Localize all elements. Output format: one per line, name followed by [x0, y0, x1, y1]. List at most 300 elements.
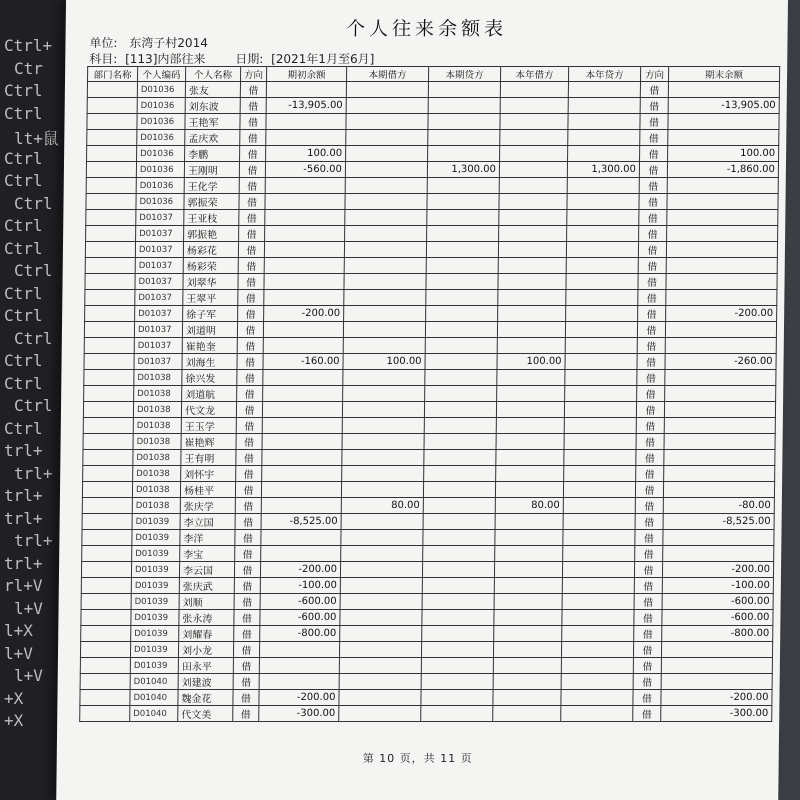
code-cell: D01038 — [132, 498, 180, 514]
closing-balance-cell — [667, 178, 778, 194]
background-code-line: Ctrl — [4, 81, 43, 100]
code-cell: D01036 — [137, 114, 185, 130]
year-debit-cell — [499, 162, 567, 178]
name-cell: 王化学 — [184, 178, 239, 194]
name-cell: 崔艳奎 — [182, 338, 237, 354]
name-cell: 李立国 — [180, 514, 235, 530]
year-debit-cell — [494, 610, 562, 626]
table-row — [80, 706, 772, 722]
opening-balance-cell — [265, 210, 345, 226]
opening-balance-cell — [261, 498, 341, 514]
year-credit-cell — [566, 274, 638, 290]
code-cell: D01036 — [137, 98, 185, 114]
closing-direction-cell: 借 — [633, 658, 661, 674]
table-row — [87, 146, 779, 162]
closing-balance-cell: -600.00 — [662, 594, 773, 610]
closing-direction-cell: 借 — [635, 498, 663, 514]
year-credit-cell — [561, 642, 633, 658]
table-row — [83, 434, 775, 450]
background-code-line: Ctrl — [4, 306, 43, 325]
direction-cell: 借 — [238, 290, 264, 306]
period-credit-cell — [424, 434, 496, 450]
dept-cell — [87, 146, 137, 162]
year-debit-cell — [500, 146, 568, 162]
direction-cell: 借 — [234, 626, 260, 642]
date-label: 日期: — [235, 52, 264, 66]
code-cell: D01039 — [132, 546, 180, 562]
year-debit-cell — [498, 242, 566, 258]
closing-direction-cell: 借 — [639, 194, 667, 210]
dept-cell — [82, 514, 132, 530]
period-credit-cell — [425, 354, 497, 370]
direction-cell: 借 — [239, 210, 265, 226]
period-debit-cell — [340, 594, 422, 610]
background-code-line: Ctrl — [4, 216, 43, 235]
name-cell: 徐子军 — [183, 306, 238, 322]
period-credit-cell — [426, 306, 498, 322]
period-credit-cell — [425, 386, 497, 402]
code-cell: D01037 — [135, 290, 183, 306]
period-debit-cell — [342, 466, 424, 482]
direction-cell: 借 — [235, 482, 261, 498]
period-debit-cell — [342, 418, 424, 434]
opening-balance-cell: -200.00 — [259, 690, 339, 706]
table-header-row — [88, 67, 780, 82]
direction-cell: 借 — [233, 674, 259, 690]
table-row — [82, 546, 774, 562]
closing-balance-cell: -200.00 — [661, 690, 772, 706]
closing-balance-cell — [663, 530, 774, 546]
background-code-line: Ctrl — [4, 351, 43, 370]
period-credit-cell — [425, 338, 497, 354]
direction-cell: 借 — [236, 418, 262, 434]
year-debit-cell — [494, 562, 562, 578]
closing-balance-cell — [664, 418, 775, 434]
name-cell: 田永平 — [178, 658, 233, 674]
period-credit-cell — [424, 402, 496, 418]
name-cell: 郭振荣 — [184, 194, 239, 210]
col-header: 个人编码 — [138, 67, 186, 82]
year-credit-cell — [567, 178, 639, 194]
direction-cell: 借 — [235, 530, 261, 546]
col-header: 本期借方 — [347, 67, 429, 82]
background-code-line: Ctrl — [4, 171, 43, 190]
opening-balance-cell — [262, 402, 342, 418]
name-cell: 刘顺 — [179, 594, 234, 610]
background-code-line: trl+ — [4, 441, 43, 460]
closing-direction-cell: 借 — [637, 338, 665, 354]
period-debit-cell — [344, 258, 426, 274]
background-code-line: Ctrl — [4, 283, 43, 303]
code-cell: D01038 — [134, 370, 182, 386]
dept-cell — [83, 402, 133, 418]
closing-direction-cell: 借 — [636, 450, 664, 466]
year-credit-cell — [566, 258, 638, 274]
name-cell: 张庆学 — [180, 498, 235, 514]
closing-direction-cell: 借 — [636, 402, 664, 418]
year-credit-cell — [567, 226, 639, 242]
name-cell: 代文龙 — [181, 402, 236, 418]
dept-cell — [84, 354, 134, 370]
opening-balance-cell — [265, 178, 345, 194]
closing-balance-cell: -13,905.00 — [668, 98, 779, 114]
direction-cell: 借 — [237, 354, 263, 370]
col-header: 本年借方 — [501, 67, 569, 82]
year-credit-cell — [568, 98, 640, 114]
year-credit-cell — [566, 306, 638, 322]
date-value: [2021年1月至6月] — [271, 52, 375, 66]
closing-direction-cell: 借 — [638, 242, 666, 258]
closing-direction-cell: 借 — [636, 418, 664, 434]
background-code-line: trl+ — [14, 531, 53, 550]
year-debit-cell — [494, 578, 562, 594]
opening-balance-cell — [259, 674, 339, 690]
closing-direction-cell: 借 — [635, 546, 663, 562]
code-cell: D01038 — [133, 418, 181, 434]
closing-balance-cell — [668, 82, 779, 98]
code-cell: D01039 — [131, 626, 179, 642]
period-credit-cell — [428, 130, 500, 146]
period-debit-cell — [344, 306, 426, 322]
opening-balance-cell: -100.00 — [260, 578, 340, 594]
dept-cell — [80, 706, 130, 722]
period-debit-cell — [345, 226, 427, 242]
opening-balance-cell: -160.00 — [263, 354, 343, 370]
period-credit-cell — [423, 530, 495, 546]
dept-cell — [82, 498, 132, 514]
name-cell: 刘翠华 — [183, 274, 238, 290]
period-debit-cell — [345, 210, 427, 226]
code-cell: D01039 — [130, 642, 178, 658]
closing-direction-cell: 借 — [640, 130, 668, 146]
dept-cell — [81, 594, 131, 610]
paper-sheet — [56, 0, 788, 800]
year-debit-cell — [494, 626, 562, 642]
code-cell: D01038 — [132, 482, 180, 498]
direction-cell: 借 — [234, 610, 260, 626]
closing-direction-cell: 借 — [637, 386, 665, 402]
opening-balance-cell: -8,525.00 — [261, 514, 341, 530]
year-debit-cell — [495, 546, 563, 562]
closing-direction-cell: 借 — [633, 642, 661, 658]
period-credit-cell — [428, 82, 500, 98]
year-credit-cell — [563, 530, 635, 546]
opening-balance-cell — [262, 418, 342, 434]
code-cell: D01036 — [136, 194, 184, 210]
direction-cell: 借 — [235, 498, 261, 514]
closing-direction-cell: 借 — [635, 482, 663, 498]
year-debit-cell — [500, 82, 568, 98]
code-cell: D01037 — [135, 242, 183, 258]
year-debit-cell — [500, 98, 568, 114]
year-credit-cell — [562, 562, 634, 578]
background-code-line: Ctrl — [14, 328, 53, 348]
name-cell: 张友 — [185, 82, 240, 98]
col-header: 本期贷方 — [429, 67, 501, 82]
dept-cell — [83, 466, 133, 482]
background-code-line: trl+ — [14, 463, 53, 483]
period-credit-cell — [425, 322, 497, 338]
period-credit-cell — [424, 418, 496, 434]
opening-balance-cell — [266, 114, 346, 130]
year-credit-cell — [564, 434, 636, 450]
closing-direction-cell: 借 — [640, 98, 668, 114]
opening-balance-cell: -13,905.00 — [266, 98, 346, 114]
table-row — [83, 450, 775, 466]
direction-cell: 借 — [236, 434, 262, 450]
year-credit-cell — [562, 578, 634, 594]
name-cell: 刘怀宇 — [181, 466, 236, 482]
year-credit-cell — [565, 338, 637, 354]
closing-direction-cell: 借 — [635, 530, 663, 546]
closing-direction-cell: 借 — [636, 434, 664, 450]
direction-cell: 借 — [240, 98, 266, 114]
table-row — [80, 642, 772, 658]
dept-cell — [84, 386, 134, 402]
period-debit-cell: 80.00 — [341, 498, 423, 514]
year-credit-cell — [565, 370, 637, 386]
dept-cell — [87, 82, 137, 98]
opening-balance-cell — [261, 482, 341, 498]
table-row — [86, 178, 778, 194]
period-debit-cell — [343, 386, 425, 402]
table-row — [81, 626, 773, 642]
name-cell: 王玉学 — [181, 418, 236, 434]
year-debit-cell — [495, 514, 563, 530]
year-credit-cell — [567, 210, 639, 226]
dept-cell — [82, 482, 132, 498]
direction-cell: 借 — [237, 386, 263, 402]
subject-value: [113]内部往来 — [125, 52, 206, 66]
closing-balance-cell — [661, 642, 772, 658]
table-row — [83, 402, 775, 418]
period-debit-cell: 100.00 — [343, 354, 425, 370]
closing-balance-cell — [664, 434, 775, 450]
period-credit-cell — [421, 658, 493, 674]
year-debit-cell — [496, 418, 564, 434]
background-code-line: Ctrl — [4, 148, 43, 168]
dept-cell — [85, 258, 135, 274]
opening-balance-cell — [263, 322, 343, 338]
table-row — [83, 418, 775, 434]
opening-balance-cell — [264, 258, 344, 274]
period-credit-cell — [424, 450, 496, 466]
year-credit-cell — [567, 194, 639, 210]
code-cell: D01036 — [137, 82, 185, 98]
period-debit-cell — [341, 530, 423, 546]
col-header: 期末余额 — [669, 67, 780, 82]
opening-balance-cell — [264, 274, 344, 290]
dept-cell — [86, 162, 136, 178]
background-code-line: Ctrl — [14, 193, 53, 213]
period-debit-cell — [341, 514, 423, 530]
dept-cell — [87, 130, 137, 146]
period-credit-cell — [428, 98, 500, 114]
dept-cell — [80, 642, 130, 658]
opening-balance-cell: -600.00 — [260, 610, 340, 626]
period-debit-cell — [343, 322, 425, 338]
code-cell: D01038 — [133, 466, 181, 482]
dept-cell — [80, 674, 130, 690]
dept-cell — [82, 530, 132, 546]
year-credit-cell — [564, 450, 636, 466]
closing-balance-cell — [668, 114, 779, 130]
dept-cell — [81, 626, 131, 642]
table-row — [82, 482, 774, 498]
code-cell: D01037 — [135, 258, 183, 274]
direction-cell: 借 — [236, 466, 262, 482]
direction-cell: 借 — [238, 242, 264, 258]
closing-balance-cell: -800.00 — [662, 626, 773, 642]
closing-direction-cell: 借 — [635, 514, 663, 530]
year-credit-cell — [563, 482, 635, 498]
period-debit-cell — [339, 658, 421, 674]
name-cell: 杨彩花 — [183, 242, 238, 258]
period-debit-cell — [345, 162, 427, 178]
direction-cell: 借 — [234, 594, 260, 610]
background-code-line: trl+ — [4, 486, 43, 505]
dept-cell — [86, 226, 136, 242]
background-code-line: +X — [4, 688, 24, 708]
closing-balance-cell: -1,860.00 — [667, 162, 778, 178]
opening-balance-cell — [265, 226, 345, 242]
opening-balance-cell — [262, 434, 342, 450]
opening-balance-cell: -300.00 — [259, 706, 339, 722]
closing-balance-cell — [664, 402, 775, 418]
dept-cell — [82, 546, 132, 562]
closing-direction-cell: 借 — [633, 706, 661, 722]
table-row — [81, 594, 773, 610]
direction-cell: 借 — [236, 450, 262, 466]
table-row — [87, 82, 779, 98]
opening-balance-cell — [265, 194, 345, 210]
name-cell: 刘海生 — [182, 354, 237, 370]
period-credit-cell — [422, 626, 494, 642]
period-credit-cell — [423, 498, 495, 514]
opening-balance-cell — [262, 450, 342, 466]
opening-balance-cell: -560.00 — [265, 162, 345, 178]
table-body — [80, 82, 780, 722]
year-credit-cell — [568, 114, 640, 130]
period-debit-cell — [339, 642, 421, 658]
table-row — [82, 530, 774, 546]
code-cell: D01036 — [136, 178, 184, 194]
closing-direction-cell: 借 — [640, 82, 668, 98]
dept-cell — [81, 562, 131, 578]
table-row — [85, 290, 777, 306]
closing-balance-cell: -300.00 — [661, 706, 772, 722]
code-cell: D01040 — [130, 690, 178, 706]
period-credit-cell — [428, 146, 500, 162]
dept-cell — [85, 306, 135, 322]
period-debit-cell — [344, 274, 426, 290]
period-credit-cell — [427, 210, 499, 226]
background-code-line: l+X — [4, 621, 33, 640]
background-code-line: Ctrl — [4, 238, 43, 258]
table-row — [81, 578, 773, 594]
background-code-line: Ctr — [14, 58, 43, 78]
dept-cell — [84, 322, 134, 338]
code-cell: D01039 — [132, 514, 180, 530]
year-debit-cell — [497, 386, 565, 402]
period-debit-cell — [341, 482, 423, 498]
year-credit-cell — [564, 418, 636, 434]
period-debit-cell — [346, 98, 428, 114]
name-cell: 王翠平 — [183, 290, 238, 306]
year-credit-cell — [563, 498, 635, 514]
opening-balance-cell — [264, 242, 344, 258]
year-credit-cell — [565, 322, 637, 338]
balance-table — [79, 66, 780, 722]
period-debit-cell — [340, 626, 422, 642]
name-cell: 王艳军 — [185, 114, 240, 130]
col-header: 个人名称 — [186, 67, 241, 82]
closing-direction-cell: 借 — [638, 306, 666, 322]
year-debit-cell — [496, 434, 564, 450]
period-credit-cell — [421, 690, 493, 706]
unit-value: 东湾子村2014 — [129, 36, 208, 50]
dept-cell — [87, 114, 137, 130]
closing-direction-cell: 借 — [639, 162, 667, 178]
year-debit-cell — [499, 194, 567, 210]
direction-cell: 借 — [235, 514, 261, 530]
opening-balance-cell — [259, 642, 339, 658]
period-debit-cell — [346, 146, 428, 162]
dept-cell — [83, 434, 133, 450]
code-cell: D01039 — [131, 578, 179, 594]
name-cell: 孟庆欢 — [185, 130, 240, 146]
closing-balance-cell — [667, 194, 778, 210]
direction-cell: 借 — [239, 194, 265, 210]
year-debit-cell — [496, 466, 564, 482]
opening-balance-cell: -600.00 — [260, 594, 340, 610]
closing-balance-cell — [667, 210, 778, 226]
closing-balance-cell — [661, 674, 772, 690]
code-cell: D01037 — [136, 210, 184, 226]
code-cell: D01036 — [136, 162, 184, 178]
period-credit-cell — [427, 178, 499, 194]
opening-balance-cell — [259, 658, 339, 674]
closing-direction-cell: 借 — [634, 578, 662, 594]
year-credit-cell — [563, 514, 635, 530]
year-credit-cell — [562, 610, 634, 626]
period-credit-cell — [423, 482, 495, 498]
year-debit-cell — [499, 210, 567, 226]
year-debit-cell — [493, 674, 561, 690]
period-debit-cell — [342, 402, 424, 418]
code-cell: D01037 — [136, 226, 184, 242]
name-cell: 刘道航 — [182, 386, 237, 402]
period-debit-cell — [345, 178, 427, 194]
period-debit-cell — [340, 610, 422, 626]
dept-cell — [86, 194, 136, 210]
direction-cell: 借 — [237, 338, 263, 354]
year-debit-cell — [498, 258, 566, 274]
direction-cell: 借 — [237, 370, 263, 386]
name-cell: 徐兴发 — [182, 370, 237, 386]
period-credit-cell — [426, 290, 498, 306]
closing-balance-cell — [663, 482, 774, 498]
table-row — [85, 274, 777, 290]
closing-balance-cell — [664, 450, 775, 466]
period-debit-cell — [346, 82, 428, 98]
year-debit-cell — [499, 226, 567, 242]
code-cell: D01039 — [131, 594, 179, 610]
table-row — [87, 130, 779, 146]
closing-balance-cell: -260.00 — [665, 354, 776, 370]
year-credit-cell — [561, 690, 633, 706]
year-debit-cell — [499, 178, 567, 194]
